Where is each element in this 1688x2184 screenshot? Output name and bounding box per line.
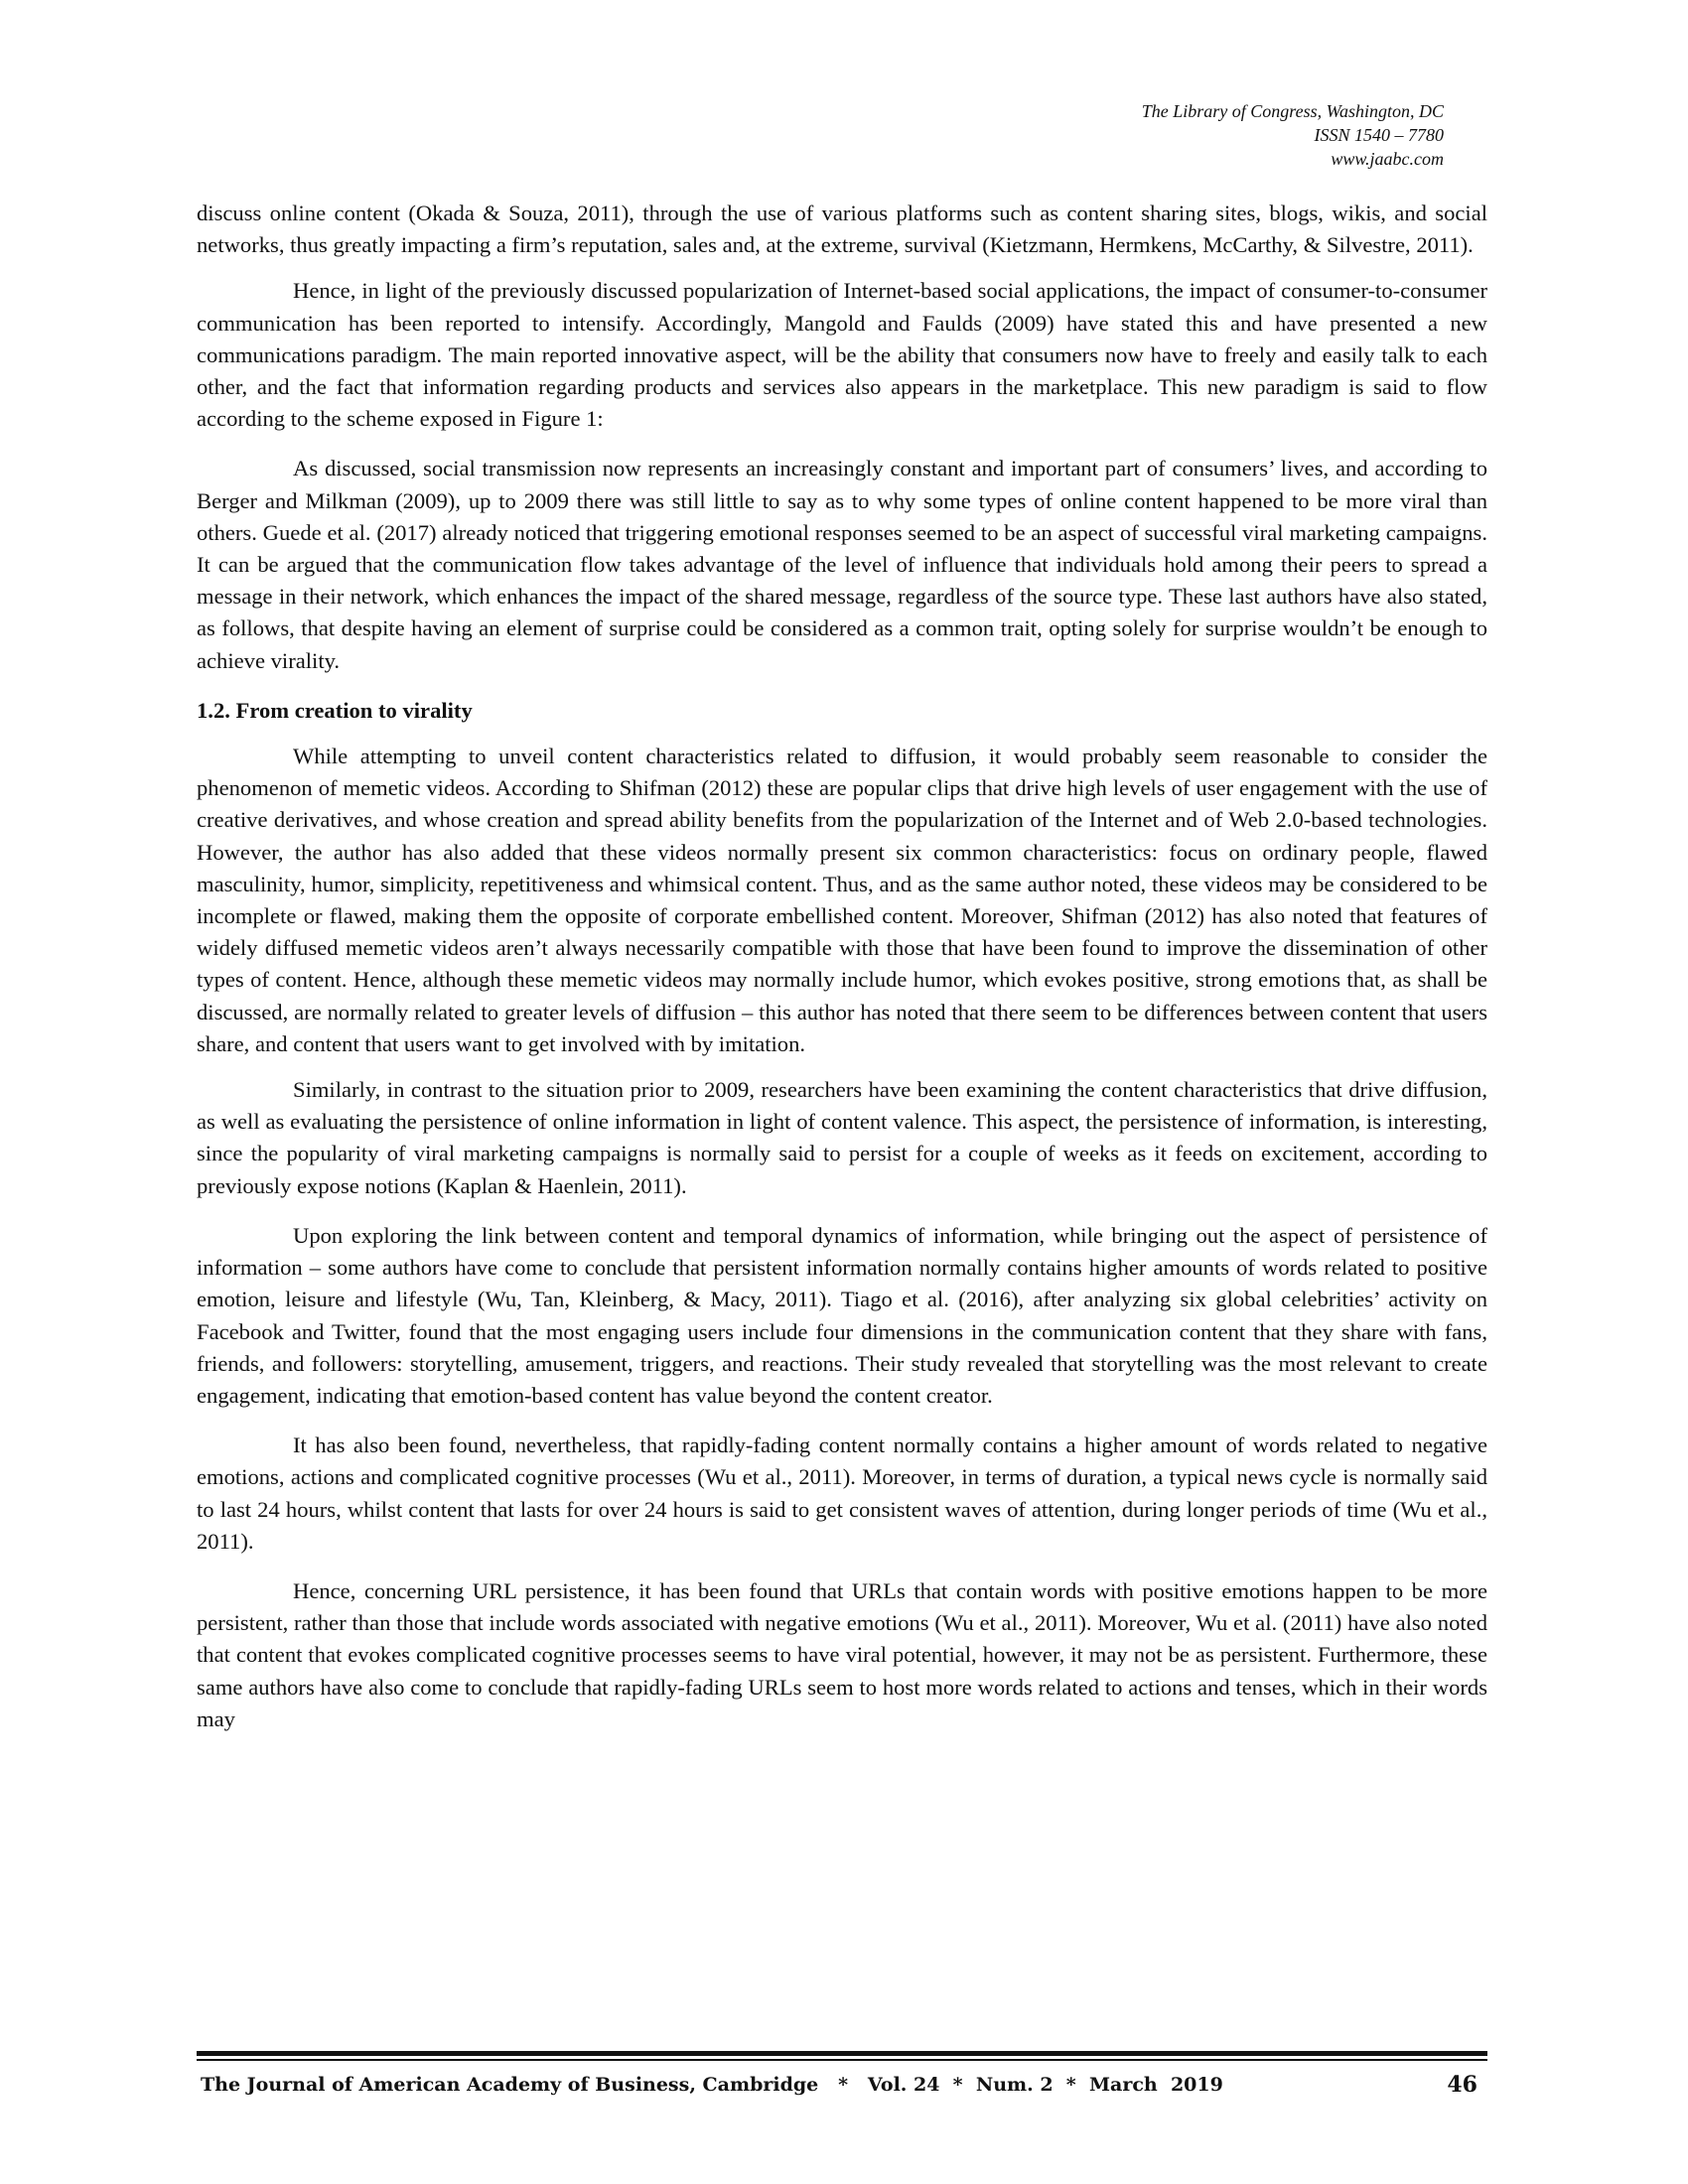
- paragraph-3: As discussed, social transmission now represents an increasingly constant and important part of consumers’ lives, and according to Berger and Milkman (2009), up to 2009 there was still little to say as to why some types of online content happened to be more viral than others. Guede et al. (2017) already noticed that triggering emotional responses seemed to be an aspect of successful viral marketing campaigns. It can be argued that the communication flow takes advantage of the level of influence that individuals hold among their peers to spread a message in their network, which enhances the impact of the shared message, regardless of the source type. These last authors have also stated, as follows, that despite having an element of surprise could be considered as a common trait, opting solely for surprise wouldn’t be enough to achieve virality.: [197, 456, 1487, 673]
- paragraph-4: While attempting to unveil content characteristics related to diffusion, it would probably seem reasonable to consider the phenomenon of memetic videos. According to Shifman (2012) these are popular clips that drive high levels of user engagement with the use of creative derivatives, and whose creation and spread ability benefits from the popularization of the Internet and of Web 2.0-based technologies. However, the author has also added that these videos normally present six common characteristics: focus on ordinary people, flawed masculinity, humor, simplicity, repetitiveness and whimsical content. Thus, and as the same author noted, these videos may be considered to be incomplete or flawed, making them the opposite of corporate embellished content. Moreover, Shifman (2012) has also noted that features of widely diffused memetic videos aren’t always necessarily compatible with those that have been found to improve the dissemination of other types of content. Hence, although these memetic videos may normally include humor, which evokes positive, strong emotions that, as shall be discussed, are normally related to greater levels of diffusion – this author has noted that there seem to be differences between content that users share, and content that users want to get involved with by imitation.: [197, 744, 1487, 1056]
- paragraph-7: It has also been found, nevertheless, that rapidly-fading content normally contains a higher amount of words related to negative emotions, actions and complicated cognitive processes (Wu et al., 2011). Moreover, in terms of duration, a typical news cycle is normally said to last 24 hours, whilst content that lasts for over 24 hours is said to get consistent waves of attention, during longer periods of time (Wu et al., 2011).: [197, 1433, 1487, 1554]
- header-publisher: The Library of Congress, Washington, DC: [1141, 101, 1444, 121]
- section-heading: 1.2. From creation to virality: [197, 697, 473, 723]
- footer-journal-citation: The Journal of American Academy of Business, Cambridge * Vol. 24 * Num. 2 * March 2019: [201, 2074, 1223, 2096]
- paragraph-6: Upon exploring the link between content and temporal dynamics of information, while bringing out the aspect of persistence of information – some authors have come to conclude that persistent information normally contains higher amounts of words related to positive emotion, leisure and lifestyle (Wu, Tan, Kleinberg, & Macy, 2011). Tiago et al. (2016), after analyzing six global celebrities’ activity on Facebook and Twitter, found that the most engaging users include four dimensions in the communication content that they share with fans, friends, and followers: storytelling, amusement, triggers, and reactions. Their study revealed that storytelling was the most relevant to create engagement, indicating that emotion-based content has value beyond the content creator.: [197, 1222, 1487, 1408]
- article-body: [197, 198, 1487, 1735]
- paragraph-5: Similarly, in contrast to the situation prior to 2009, researchers have been examining the content characteristics that drive diffusion, as well as evaluating the persistence of online information in light of content valence. This aspect, the persistence of information, is interesting, since the popularity of viral marketing campaigns is normally said to persist for a couple of weeks as it feeds on excitement, according to previously expose notions (Kaplan & Haenlein, 2011).: [197, 1077, 1487, 1198]
- paragraph-1: discuss online content (Okada & Souza, 2011), through the use of various platforms such as content sharing sites, blogs, wikis, and social networks, thus greatly impacting a firm’s reputation, sales and, at the extreme, survival (Kietzmann, Hermkens, McCarthy, & Silvestre, 2011).: [197, 201, 1487, 258]
- page-header: [1142, 99, 1444, 171]
- page-footer: [201, 2070, 1487, 2100]
- footer-rule-thin: [197, 2059, 1487, 2061]
- header-issn: ISSN 1540 – 7780: [1314, 125, 1444, 145]
- header-website: www.jaabc.com: [1331, 149, 1444, 169]
- footer-rule-thick: [197, 2051, 1487, 2056]
- paragraph-2: Hence, in light of the previously discussed popularization of Internet-based social applications, the impact of consumer-to-consumer communication has been reported to intensify. Accordingly, Mangold and Faulds (2009) have stated this and have presented a new communications paradigm. The main reported innovative aspect, will be the ability that consumers now have to freely and easily talk to each other, and the fact that information regarding products and services also appears in the marketplace. This new paradigm is said to flow according to the scheme exposed in Figure 1:: [197, 278, 1487, 432]
- paragraph-8: Hence, concerning URL persistence, it has been found that URLs that contain words with positive emotions happen to be more persistent, rather than those that include words associated with negative emotions (Wu et al., 2011). Moreover, Wu et al. (2011) have also noted that content that evokes complicated cognitive processes seems to have viral potential, however, it may not be as persistent. Furthermore, these same authors have also come to conclude that rapidly-fading URLs seem to host more words related to actions and tenses, which in their words may: [197, 1577, 1487, 1731]
- page-number: 46: [1447, 2072, 1477, 2098]
